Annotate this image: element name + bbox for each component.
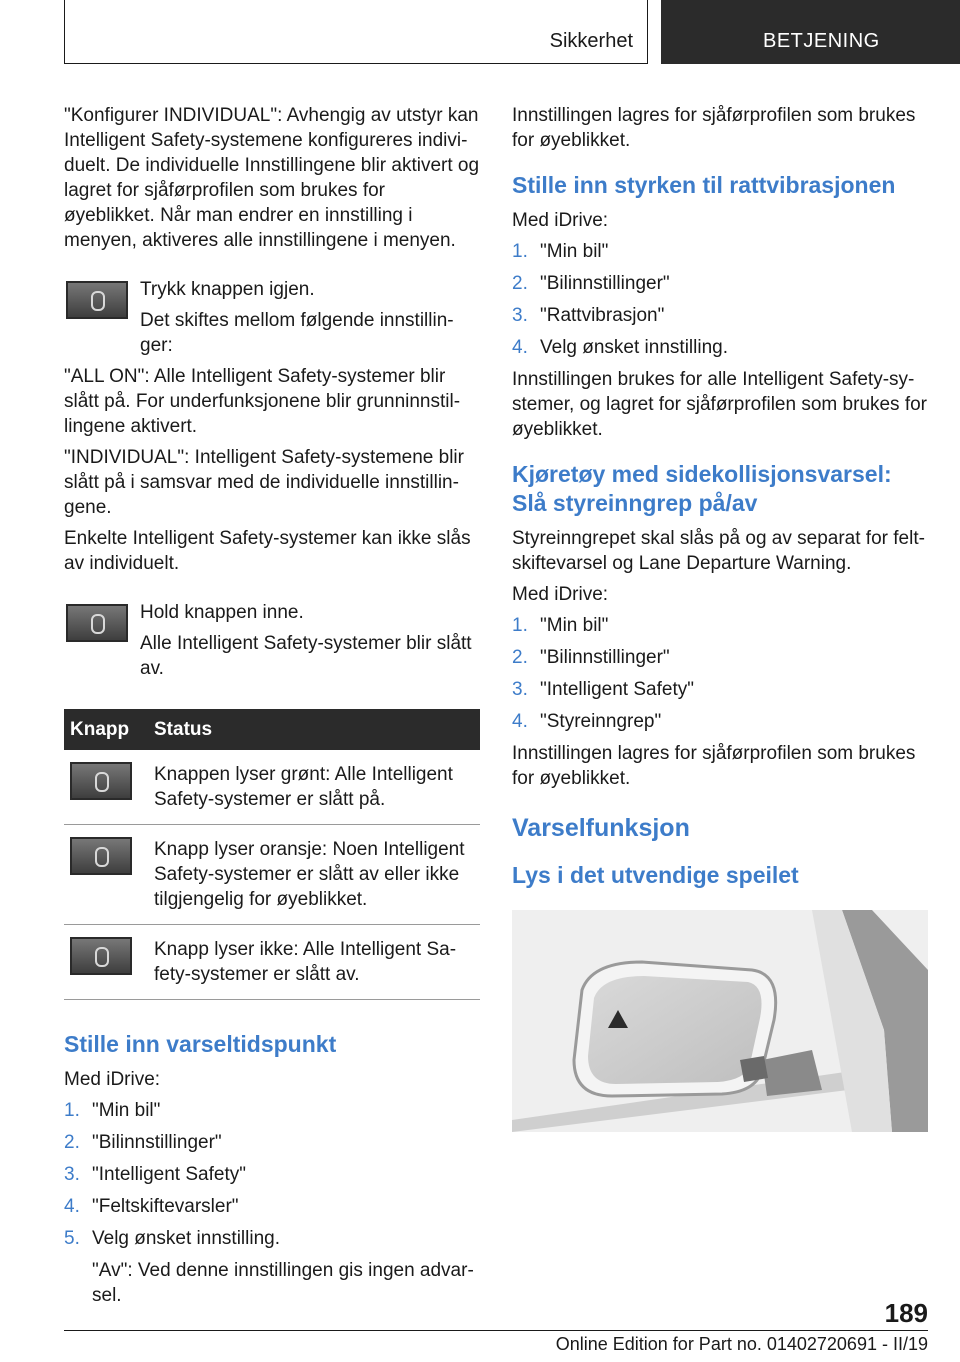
list-item: 4. "Styreinngrep" [512,711,662,732]
table-header-button: Knapp [64,709,148,750]
hold-text: Hold knappen inne. [140,602,304,623]
press-again-text: Trykk knappen igjen. [140,279,315,300]
side-mirror-illustration [512,910,928,1132]
header-chapter-box [661,0,960,64]
safety-button-icon [66,281,128,319]
with-idrive-text: Med iDrive: [512,584,609,605]
press-again-block [64,277,480,358]
list-item: 1. "Min bil" [512,615,609,636]
header-section: Sikkerhet [549,30,633,52]
list-item: 3. "Rattvibrasjon" [512,305,665,326]
table-row [64,925,480,1000]
side-collision-note: Innstillingen lagres for sjåførprofilen som brukes for øyeblikket. [512,743,916,789]
status-table [64,709,480,1000]
table-cell-status: Knapp lyser ikke: Alle Intelligent Safety-systemer er slått av. [148,925,480,1000]
list-item: 3. "Intelligent Safety" [512,679,694,700]
header-section-box [64,0,648,64]
list-item: 2. "Bilinnstillinger" [512,273,670,294]
vibration-note: Innstillingen brukes for alle Intelligent Safety-systemer, og lagret for sjåførprofilen som brukes for øyeblikket. [512,369,927,440]
vibration-heading: Stille inn styrken til rattvibrasjonen [512,172,896,198]
intro-paragraph: "Konfigurer INDIVIDUAL": Avhengig av utstyr kan Intelligent Safety-systemene konfigureres individuelt. De individuelle Innstillingene blir aktivert og lagret for sjåførprofilen som brukes for øyeblikket. Når man endrer en innstilling i menyen, aktiveres alle innstillingene i menyen. [64,105,480,251]
av-note: "Av": Ved denne innstillingen gis ingen advarsel. [92,1260,474,1306]
side-mirror-drawing [512,910,928,1132]
some-systems-text: Enkelte Intelligent Safety-systemer kan ikke slås av individuelt. [64,528,471,574]
list-item: 5. Velg ønsket innstilling. [64,1228,280,1249]
individual-text: "INDIVIDUAL": Intelligent Safety-systemene blir slått på i samsvar med de individuelle innstillingene. [64,447,464,518]
list-item: 1. "Min bil" [64,1100,161,1121]
all-off-text: Alle Intelligent Safety-systemer blir slått av. [140,633,472,679]
table-cell-status: Knapp lyser oransje: Noen Intelligent Safety-systemer er slått av eller ikke tilgjengelig for øyeblikket. [148,825,480,925]
all-on-text: "ALL ON": Alle Intelligent Safety-systemer blir slått på. For underfunksjonene blir grunninnstillingene aktivert. [64,366,461,437]
list-item: 2. "Bilinnstillinger" [64,1132,222,1153]
saved-text: Innstillingen lagres for sjåførprofilen som brukes for øyeblikket. [512,105,916,151]
header-chapter: BETJENING [763,30,880,52]
side-collision-steps [512,613,928,734]
table-header-status: Status [148,709,480,750]
footer-edition: Online Edition for Part no. 01402720691 - II/19 [555,1334,928,1354]
list-item: 1. "Min bil" [512,241,609,262]
warning-time-heading: Stille inn varseltidspunkt [64,1031,337,1057]
side-collision-heading: Kjøretøy med sidekollisjonsvarsel: Slå styreinngrep på/av [512,461,892,516]
warning-time-steps [64,1098,480,1251]
list-item: 2. "Bilinnstillinger" [512,647,670,668]
warning-function-heading: Varselfunksjon [512,814,690,842]
page-number: 189 [884,1298,928,1328]
safety-button-off-icon [70,937,132,975]
with-idrive-text: Med iDrive: [64,1069,161,1090]
list-item: 3. "Intelligent Safety" [64,1164,246,1185]
side-collision-desc: Styreinngrepet skal slås på og av separat for feltskiftevarsel og Lane Departure Warning. [512,528,925,574]
vibration-steps [512,239,928,360]
safety-button-icon [66,604,128,642]
hold-block [64,600,480,681]
right-column [512,103,928,1132]
mirror-light-heading: Lys i det utvendige speilet [512,862,799,888]
list-item: 4. Velg ønsket innstilling. [512,337,728,358]
table-cell-status: Knappen lyser grønt: Alle Intelligent Safety-systemer er slått på. [148,750,480,825]
safety-button-green-icon [70,762,132,800]
table-row [64,750,480,825]
left-column [64,103,480,1314]
safety-button-orange-icon [70,837,132,875]
switch-between-text: Det skiftes mellom følgende innstillinger: [140,310,454,356]
list-item: 4. "Feltskiftevarsler" [64,1196,239,1217]
table-row [64,825,480,925]
with-idrive-text: Med iDrive: [512,210,609,231]
footer-divider [64,1330,928,1331]
